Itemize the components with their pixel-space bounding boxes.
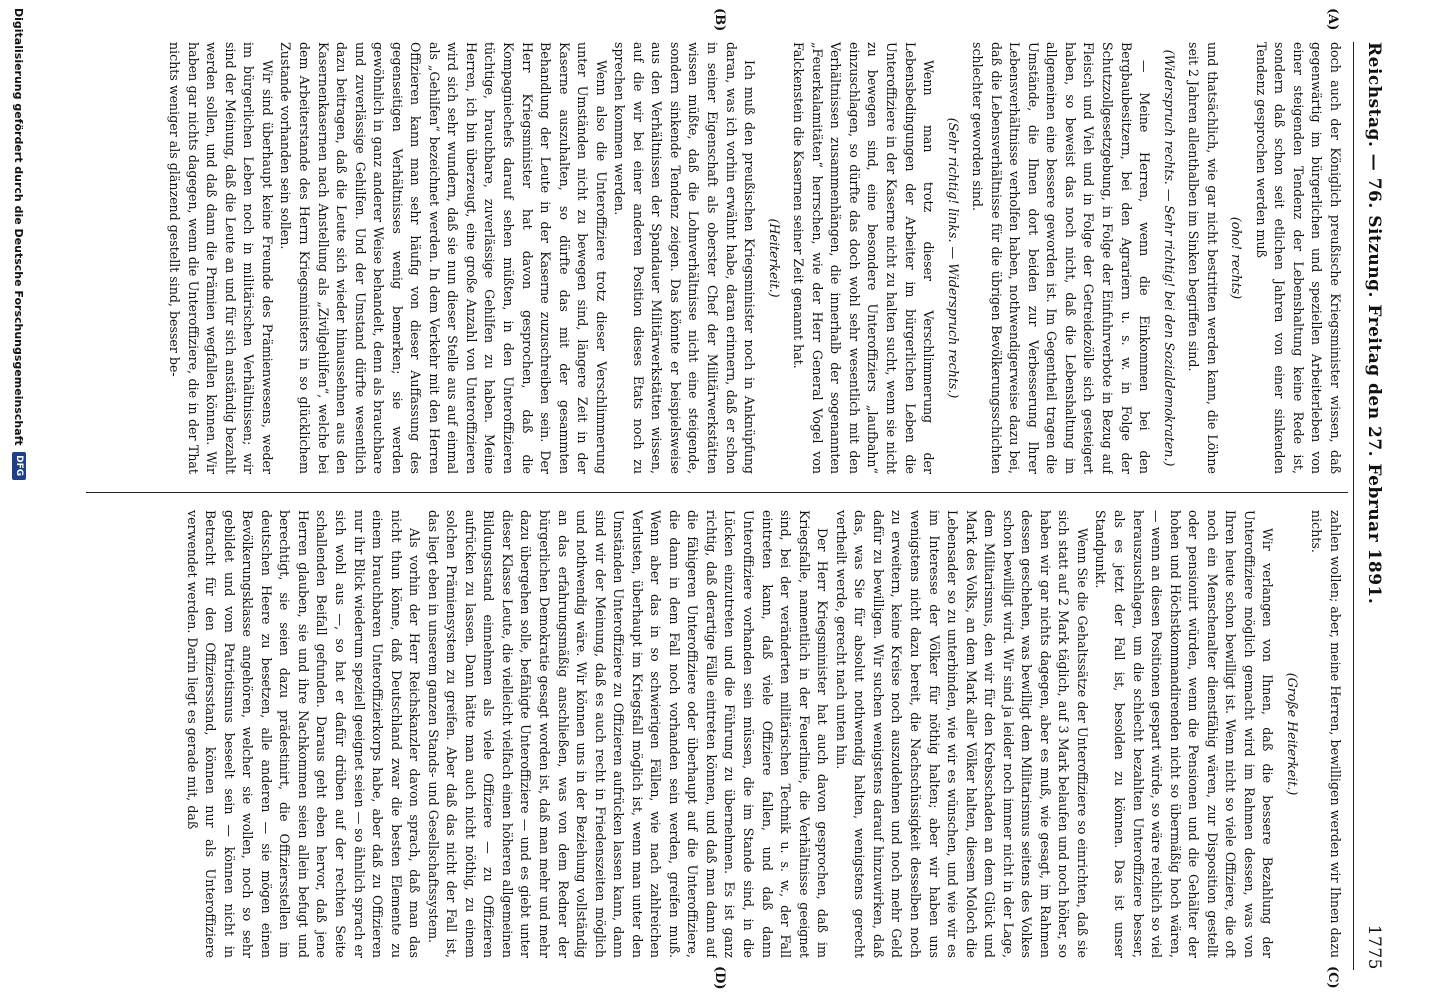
text-column-right <box>89 510 1344 958</box>
header-rule <box>1353 42 1354 970</box>
margin-mark-b: (B) <box>712 8 727 32</box>
paragraph: und thatsächlich, wie gar nicht bestritten werden kann, die Löhne seit 2 Jahren allenthalben im Sinken begriffen sind. <box>1186 42 1220 474</box>
paragraph: Wenn also die Unteroffiziere trotz dieser Verschlimmerung unter Umständen nicht zu bewegen sind, längere Zeit in der Kaserne auszuhalten, so dürfte das mit der gesammten Behandlung der Leute in der Kaserne zuzuschreiben sein. Der Herr Kriegsminister hat davon gesprochen, daß die Kompagniechefs darauf sehen müßten, in den Unteroffizieren tüchtige, brauchbare, zuverlässige Gehilfen zu haben. Meine Herren, ich bin überzeugt, eine große Anzahl von Unteroffizieren wird sich sehr wundern, daß sie nun dieser Stelle aus auf einmal als „Gehilfen“ bezeichnet werden. In dem Verkehr mit den Herren Offizieren kann man sehr häufig von dieser Auffassung des gegenseitigen Verhältnisses wenig bemerken; sie werden gewöhnlich in ganz anderer Weise behandelt, denn als brauchbare und zuverlässige Gehilfen. Und der Umstand dürfte wesentlich dazu beitragen, daß die Leute sich wieder hinaussehnen aus den Kasernenkasernen nach Anstellung als „Zivilgehilfen“, welche bei dem Arbeiterstande des Herrn Kriegsministers in so glücklichem Zustande vorhanden sein sollen. <box>278 42 609 474</box>
interjection: (oho! rechts) <box>1229 216 1245 300</box>
dfg-logo-icon: DFG <box>12 452 26 480</box>
paragraph: zahlen wollen; aber, meine Herren, bewilligen werden wir Ihnen dazu nichts. <box>1309 510 1343 958</box>
margin-mark-d: (D) <box>712 966 727 990</box>
paragraph: Ich muß den preußischen Kriegsminister noch in Anknüpfung daran, was ich vorhin erwähnt habe, daran erinnern, daß er schon in seiner Eigenschaft als oberster Chef der Militärwerkstätten wissen müßte, daß die Lohnverhältnisse nicht eine steigende, sondern sinkende Tendenz zeigen. Das könnte er beispielsweise aus den Verhältnissen der Spandauer Militärwerkstätten wissen, auf die wir bei einer anderen Position dieses Etats noch zu sprechen kommen werden. <box>612 42 758 474</box>
paragraph: Wenn Sie die Gehaltssätze der Unteroffiziere so einrichten, daß sie sich statt auf 2 Mark täglich, auf 3 Mark belaufen und noch höher, so haben wir gar nichts dagegen, aber es muß, wie gesagt, im Rahmen dessen geschehen, was bewilligt dem Militarismus seitens des Volkes schon bewilligt wird. Wir sind ja leider noch immer nicht in der Lage, dem Militarismus, den wir für den Krebsschaden an dem Glück und Mark des Volks, an dem Mark aller Völker halten, diesem Moloch die Lebensader so zu unterbinden, wie wir es wünschen, und wie wir es im Interesse der Völker für nöthig halten; aber wir haben uns wenigstens nicht dazu bereit, die Nachschüssigkeit desselben noch zu erweitern, keine Kreise noch auszudehnen und noch mehr Geld dafür zu bewilligen. Wir suchen wenigstens darauf hinzuwirken, daß das, was Sie für absolut nothwendig halten, wenigstens gerecht vertheilt werde, gerecht nach unten hin. <box>833 510 1090 958</box>
paragraph: Als vorhin der Herr Reichskanzler davon sprach, daß man das nicht thun könne, daß Deutschland zwar die besten Elemente zu einem brauchbaren Unteroffizierkorps habe, aber daß zu Offizieren nur ihr Blick wiederum speziell geeignet seien — so ähnlich sprach er sich wohl aus —, so hat er dafür drüben auf der rechten Seite schallenden Beifall gefunden. Daraus geht eben hervor, daß jene Herren glauben, sie und ihre Nachkommen seien allein befugt und berechtigt, sie seien dazu prädestinirt, die Offiziersstellen im deutschen Heere zu besetzen, alle anderen — sie mögen einen Bevölkerungsklasse angehören, welcher sie wollen, noch so sehr gebildet und vom Patriotismus beseelt sein — können nicht in Betracht für den Offiziersstand, können nur als Unteroffiziere verwendet werden. Darin liegt es gerade mit, daß <box>184 510 423 958</box>
interjection: (Heiterkeit.) <box>766 218 782 298</box>
paragraph: — Meine Herren, wenn die Einkommen bei den Bergbaubesitzern, bei den Agrariern u. s. w. in Folge der Schutzzollgesetzgebung, in Folge der Einfuhrverbote in Bezug auf Fleisch und Vieh und in Folge der Getreidezölle sich gesteigert haben, so beweist das noch nicht, daß die Lebenshaltung im allgemeinen eine bessere geworden ist. Im Gegentheil tragen die Umstände, die Ihnen dort beiden zur Verbesserung Ihrer Lebensverhältnisse verholfen haben, nothwendigerweise dazu bei, daß die Lebensverhältnisse für die übrigen Bevölkerungsschichten schlechter geworden sind. <box>970 42 1153 474</box>
digitization-footer <box>8 0 30 1008</box>
interjection: (Widerspruch rechts. — Sehr richtig! bei den Sozialdemokraten.) <box>1161 49 1177 467</box>
column-divider <box>86 492 1348 493</box>
paragraph: Der Herr Kriegsminister hat auch davon gesprochen, daß im Kriegsfalle, namentlich in der Feuerlinie, die Verhältnisse geeignet sind, bei der veränderten militärischen Technik u. s. w., der Fall eintreten kann, daß viele Offiziere fallen, und daß dann Unteroffiziere vorhanden sein müssen, die im Stande sind, in die Lücken einzutreten und die Führung zu übernehmen. Es ist ganz richtig, daß derartige Fälle eintreten können, und daß man dann auf die fähigeren Unteroffiziere oder überhaupt auf die Unteroffiziere, die dann in dem Fall noch vorhanden sein werden, greifen muß. Wenn aber das in so schwierigen Fällen, wie nach zahlreichen Verlusten, überhaupt im Kriegsfall möglich ist, wenn man unter den Umständen Unteroffiziere zu Offizieren aufrücken lassen kann, dann sind wir der Meinung, daß es auch recht in Friedenszeiten möglich und nothwendig wäre. Wir können uns in der Beziehung vollständig an das erfahrungsmäßig anschließen, was von dem Redner der bürgerlichen Demokratie gesagt worden ist, daß man mehr und mehr dazu übergehen solle, befähigte Unteroffiziere — und es giebt unter dieser Klasse Leute, die vielleicht vielfach einen höheren allgemeinen Bildungsstand einnehmen als viele Offiziere — zu Offizieren aufrücken zu lassen. Dann hätte man auch nicht nöthig, zu einem solchen Prämiensystem zu greifen. Aber daß das nicht der Fall ist, das liegt eben in unserem ganzen Stands- und Gesellschaftssystem. <box>425 510 831 958</box>
paragraph: Wir verlangen von Ihnen, daß die bessere Bezahlung der Unteroffiziere möglich gemacht wird im Rahmen dessen, was von Ihren heute schon bewilligt ist. Wenn nicht so viele Offiziere, die oft noch ein Menschenalter dienstfähig wären, zur Disposition gestellt oder pensionirt würden, wenn die Pensionen und die Gehälter der hohen und Höchstkommandirenden nicht so übermäßig hoch wären, — wenn an diesen Positionen gespart würde, so wäre reichlich so viel herauszuschlagen, um die schlecht bezahlten Unteroffiziere besser, als es jetzt der Fall ist, besolden zu können. Das ist unser Standpunkt. <box>1093 510 1276 958</box>
paragraph: doch auch der Königlich preußische Kriegsminister wissen, daß gegenwärtig im bürgerlichen und speziellen Arbeiterleben von einer steigenden Tendenz der Lebenshaltung keine Rede ist, sondern daß schon seit etlichen Jahren von einer sinkenden Tendenz gesprochen werden muß <box>1253 42 1343 474</box>
digitization-credit: Digitalisierung gefördert durch die Deutsche Forschungsgemeinschaft <box>12 8 26 446</box>
margin-mark-a: (A) <box>1325 8 1340 31</box>
page-header <box>1360 42 1388 970</box>
interjection: (Sehr richtig! links. — Widerspruch rechts.) <box>945 117 961 399</box>
interjection: (Große Heiterkeit.) <box>1284 672 1300 796</box>
page-number: 1775 <box>1364 924 1384 970</box>
page-title: Reichstag. — 76. Sitzung. Freitag den 27. Februar 1891. <box>1364 42 1384 605</box>
paragraph: Wenn man trotz dieser Verschlimmerung der Lebensbedingungen der Arbeiter im bürgerlichen Leben die Unteroffiziere in der Kaserne nicht zu halten sucht, wenn sie nicht zu bewegen sind, eine besondere Unteroffiziers „laufbahn“ einzuschlagen, so dürfte das doch wohl sehr wesentlich mit den Verhältnissen zusammenhängen, die innerhalb der sogenannten „Feuerkalamitäten“ herrschen, wie der Herr General Vogel von Falckenstein die Kasernen seiner Zeit genannt hat. <box>791 42 937 474</box>
paragraph: Wir sind überhaupt keine Freunde des Prämienwesens, weder im bürgerlichen Leben noch in militärischen Verhältnissen; wir sind der Meinung, daß die Leute an und für sich anständig bezahlt werden sollen, und daß dann die Prämien wegfallen können. Wir haben gar nichts dagegen, wenn die Unteroffiziere, die in der That nichts weniger als glänzend gestellt sind, besser be- <box>167 42 275 474</box>
margin-mark-c: (C) <box>1325 966 1340 989</box>
text-column-left <box>89 42 1344 474</box>
